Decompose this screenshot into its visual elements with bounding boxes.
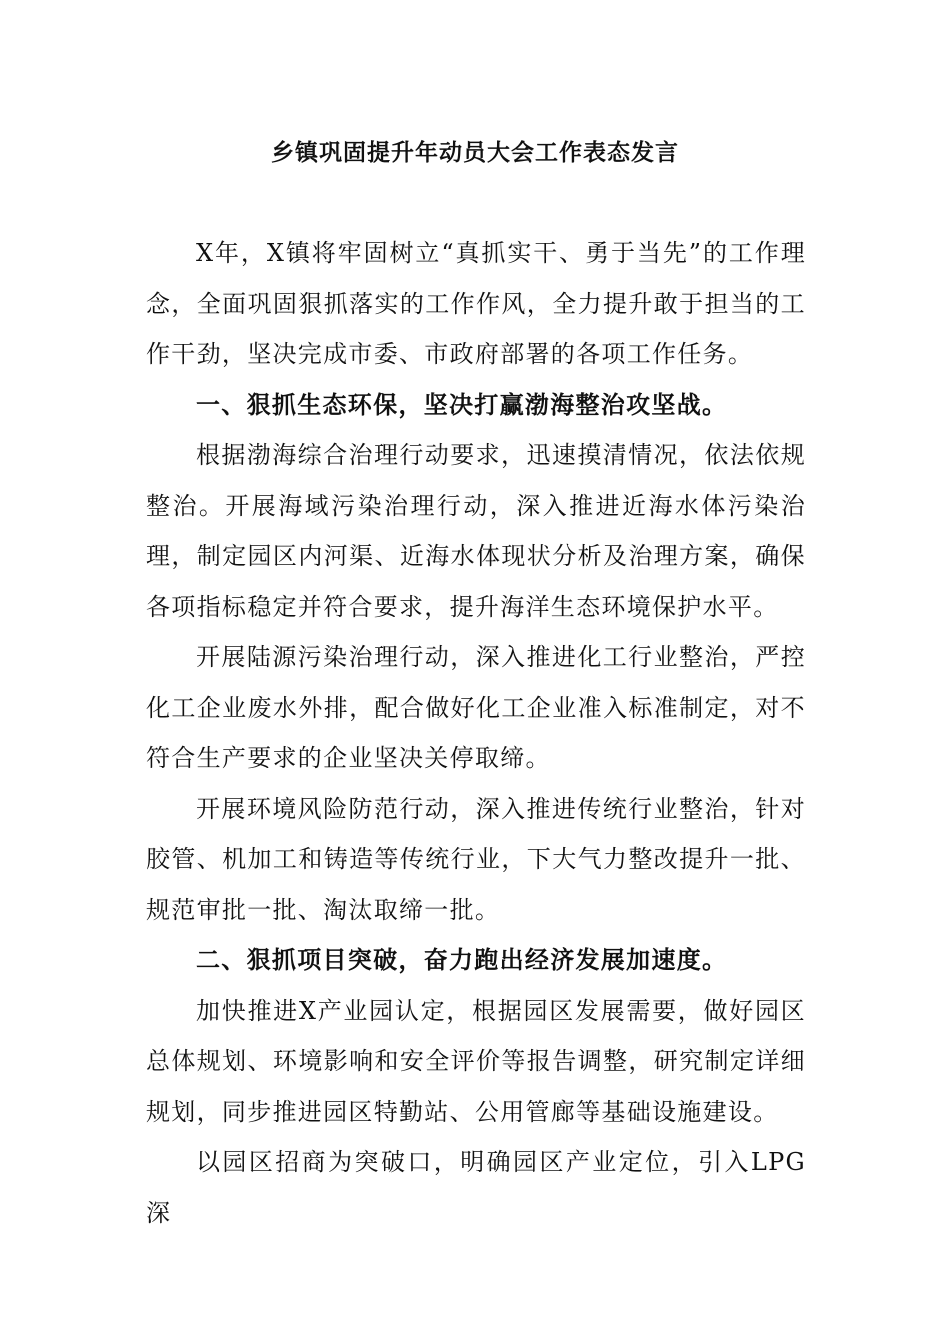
intro-paragraph: X年，X镇将牢固树立“真抓实干、勇于当先”的工作理念，全面巩固狠抓落实的工作作风，全力提升敢于担当的工作干劲，坚决完成市委、市政府部署的各项工作任务。 [146,239,806,368]
document-body [146,228,806,1238]
section1-paragraph-1: 根据渤海综合治理行动要求，迅速摸清情况，依法依规整治。开展海域污染治理行动，深入推进近海水体污染治理，制定园区内河渠、近海水体现状分析及治理方案，确保各项指标稳定并符合要求，提升海洋生态环境保护水平。 [146,441,806,621]
section1-paragraph-2: 开展陆源污染治理行动，深入推进化工行业整治，严控化工企业废水外排，配合做好化工企业准入标准制定，对不符合生产要求的企业坚决关停取缔。 [146,643,806,772]
section1-paragraph-3: 开展环境风险防范行动，深入推进传统行业整治，针对胶管、机加工和铸造等传统行业，下大气力整改提升一批、规范审批一批、淘汰取缔一批。 [146,794,806,924]
document-title: 乡镇巩固提升年动员大会工作表态发言 [271,140,679,166]
section-heading-2: 二、狠抓项目突破，奋力跑出经济发展加速度。 [196,946,728,974]
section-heading-1: 一、狠抓生态环保，坚决打赢渤海整治攻坚战。 [196,390,728,419]
section2-paragraph-1: 加快推进X产业园认定，根据园区发展需要，做好园区总体规划、环境影响和安全评价等报告调整，研究制定详细规划，同步推进园区特勤站、公用管廊等基础设施建设。 [146,996,806,1126]
section2-paragraph-2: 以园区招商为突破口，明确园区产业定位，引入LPG深 [146,1148,806,1227]
